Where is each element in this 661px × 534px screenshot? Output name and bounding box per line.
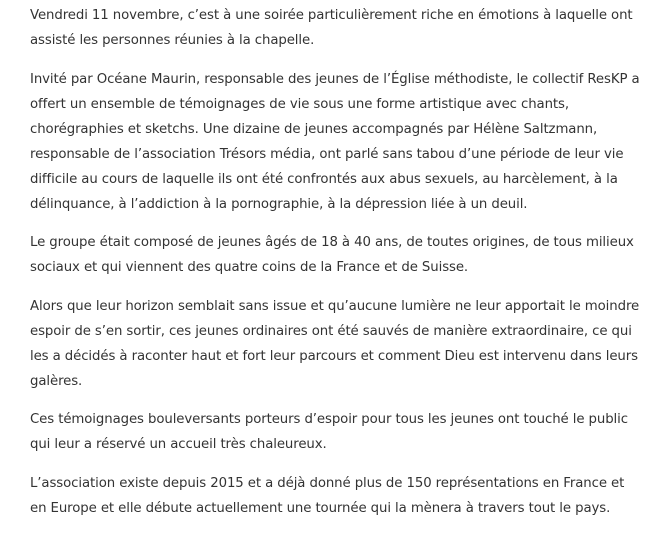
article-paragraph-4: Alors que leur horizon semblait sans issue et qu’aucune lumière ne leur apportait le moindre espoir de s’en sortir, ces jeunes ordinaires ont été sauvés de manière extraordinaire, ce qui les a décidés à raconter haut et fort leur parcours et comment Dieu est intervenu dans leurs galères. bbox=[30, 298, 640, 389]
article-body bbox=[30, 3, 640, 534]
article-paragraph-1: Vendredi 11 novembre, c’est à une soirée particulièrement riche en émotions à laquelle ont assisté les personnes réunies à la chapelle. bbox=[30, 8, 633, 48]
article-paragraph-5: Ces témoignages bouleversants porteurs d’espoir pour tous les jeunes ont touché le public qui leur a réservé un accueil très chaleureux. bbox=[30, 412, 628, 452]
article-paragraph-3: Le groupe était composé de jeunes âgés de 18 à 40 ans, de toutes origines, de tous milieux sociaux et qui viennent des quatre coins de la France et de Suisse. bbox=[30, 235, 634, 275]
article-paragraph-6: L’association existe depuis 2015 et a déjà donné plus de 150 représentations en France et en Europe et elle débute actuellement une tournée qui la mènera à travers tout le pays. bbox=[30, 475, 625, 516]
article-paragraph-2: Invité par Océane Maurin, responsable des jeunes de l’Église méthodiste, le collectif ResKP a offert un ensemble de témoignages de vie sous une forme artistique avec chants, chorégraphies et sketchs. Une dizaine de jeunes accompagnés par Hélène Saltzmann, responsable de l’association Trésors média, ont parlé sans tabou d’une période de leur vie difficile au cours de laquelle ils ont été confrontés aux abus sexuels, au harcèlement, à la délinquance, à l’addiction à la pornographie, à la dépression liée à un deuil. bbox=[30, 71, 640, 212]
